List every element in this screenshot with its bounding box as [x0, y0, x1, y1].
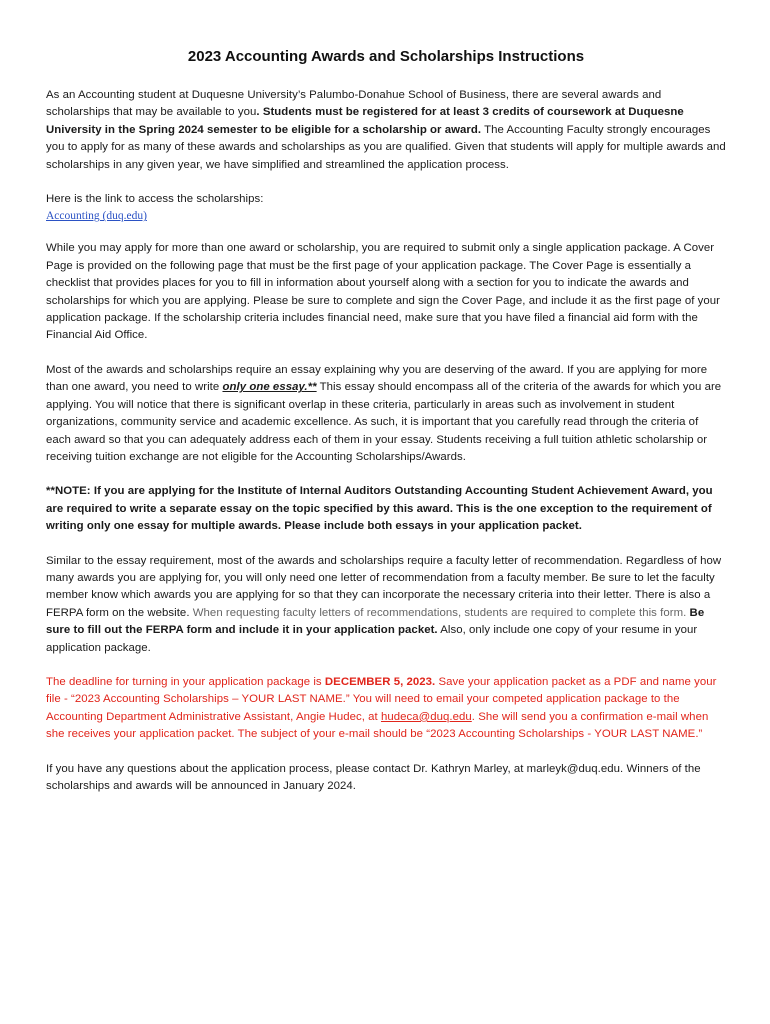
- intro-text: As an Accounting student at Duquesne University’s Palumbo-Donahue School of Business, there are several awards and scholarships that may be available to you: [46, 89, 662, 119]
- deadline-paragraph: [46, 674, 726, 744]
- deadline-date: DECEMBER 5, 2023.: [324, 675, 436, 688]
- recommendation-paragraph: [46, 553, 726, 657]
- cover-page-paragraph: While you may apply for more than one award or scholarship, you are required to submit only a single application package. A Cover Page is provided on the following page that must be the first page of your application package. The Cover Page is essentially a checklist that provides places for you to fill in information about yourself along with a section for you to indicate the awards and scholarships for which you are applying. Please be sure to complete and sign the Cover Page, and include it as the first page of your application package. If the scholarship criteria includes financial need, make sure that you have filed a financial aid form with the Financial Aid Office.: [46, 242, 721, 342]
- recommendation-text: Similar to the essay requirement, most of the awards and scholarships require a faculty letter of recommendation. Regardless of how many awards you are applying for, you will only need one letter of recommendation from a faculty member. Be sure to let the faculty member know which awards you are applying for so that they can incorporate the necessary criteria into their letter. There is also a FERPA form on the website.: [46, 554, 722, 619]
- page-title: 2023 Accounting Awards and Scholarships Instructions: [187, 48, 585, 65]
- resume-instruction: Also, only include one copy of your resume in your application package.: [46, 624, 698, 654]
- link-intro-text: Here is the link to access the scholarships:: [46, 193, 264, 206]
- admin-email-link[interactable]: hudeca@duq.edu: [380, 710, 472, 723]
- document-page: [46, 48, 726, 812]
- ferpa-requirement-text: When requesting faculty letters of recommendations, students are required to complete this form.: [192, 606, 690, 619]
- ferpa-instruction: Be sure to fill out the FERPA form and include it in your application packet.: [46, 606, 705, 637]
- questions-paragraph: If you have any questions about the application process, please contact Dr. Kathryn Marley, at marleyk@duq.edu. Winners of the scholarships and awards will be announced in January 2024.: [46, 762, 701, 792]
- essay-text: Most of the awards and scholarships require an essay explaining why you are deserving of the award. If you are applying for more than one award, you need to write: [46, 363, 708, 394]
- accounting-scholarships-link[interactable]: Accounting (duq.edu): [46, 210, 147, 223]
- intro-period: .: [256, 106, 260, 119]
- essay-paragraph: [46, 362, 726, 466]
- deadline-text-continued: Save your application packet as a PDF and name your file - “2023 Accounting Scholarships – YOUR LAST NAME.” You will need to email your competed application package to the Accounting Department Administrative Assistant, Angie Hudec, at: [46, 675, 717, 723]
- eligibility-requirement: Students must be registered for at least 3 credits of coursework at Duquesne University in the Spring 2024 semester to be eligible for a scholarship or award.: [46, 106, 684, 136]
- note-paragraph: [46, 483, 726, 535]
- essay-text-continued: This essay should encompass all of the criteria of the awards for which you are applying. You will notice that there is significant overlap in these criteria, particularly in areas such as involvement in student organizations, community service and academic excellence. As such, it is important that you carefully read through the criteria of each award so that you can adequately address each of them in your essay. Students receiving a full tuition athletic scholarship or receiving tuition exchange are not eligible for the Accounting Scholarships/Awards.: [46, 381, 722, 463]
- only-one-essay-emphasis: only one essay.**: [222, 381, 317, 394]
- deadline-text: The deadline for turning in your application package is: [46, 675, 325, 688]
- intro-text-continued: The Accounting Faculty strongly encourages you to apply for as many of these awards and scholarships as you are qualified. Given that students will apply for multiple awards and scholarships in any given year, we have simplified and streamlined the application process.: [46, 123, 726, 171]
- intro-paragraph: [46, 87, 726, 174]
- deadline-text-end: . She will send you a confirmation e-mail when she receives your application packet. The subject of your e-mail should be “2023 Accounting Scholarships - YOUR LAST NAME.”: [46, 710, 709, 741]
- note-text: **NOTE: If you are applying for the Institute of Internal Auditors Outstanding Accounting Student Achievement Award, you are required to write a separate essay on the topic specified by this award. This is the one exception to the requirement of writing only one essay for multiple awards. Please include both essays in your application packet.: [46, 485, 713, 533]
